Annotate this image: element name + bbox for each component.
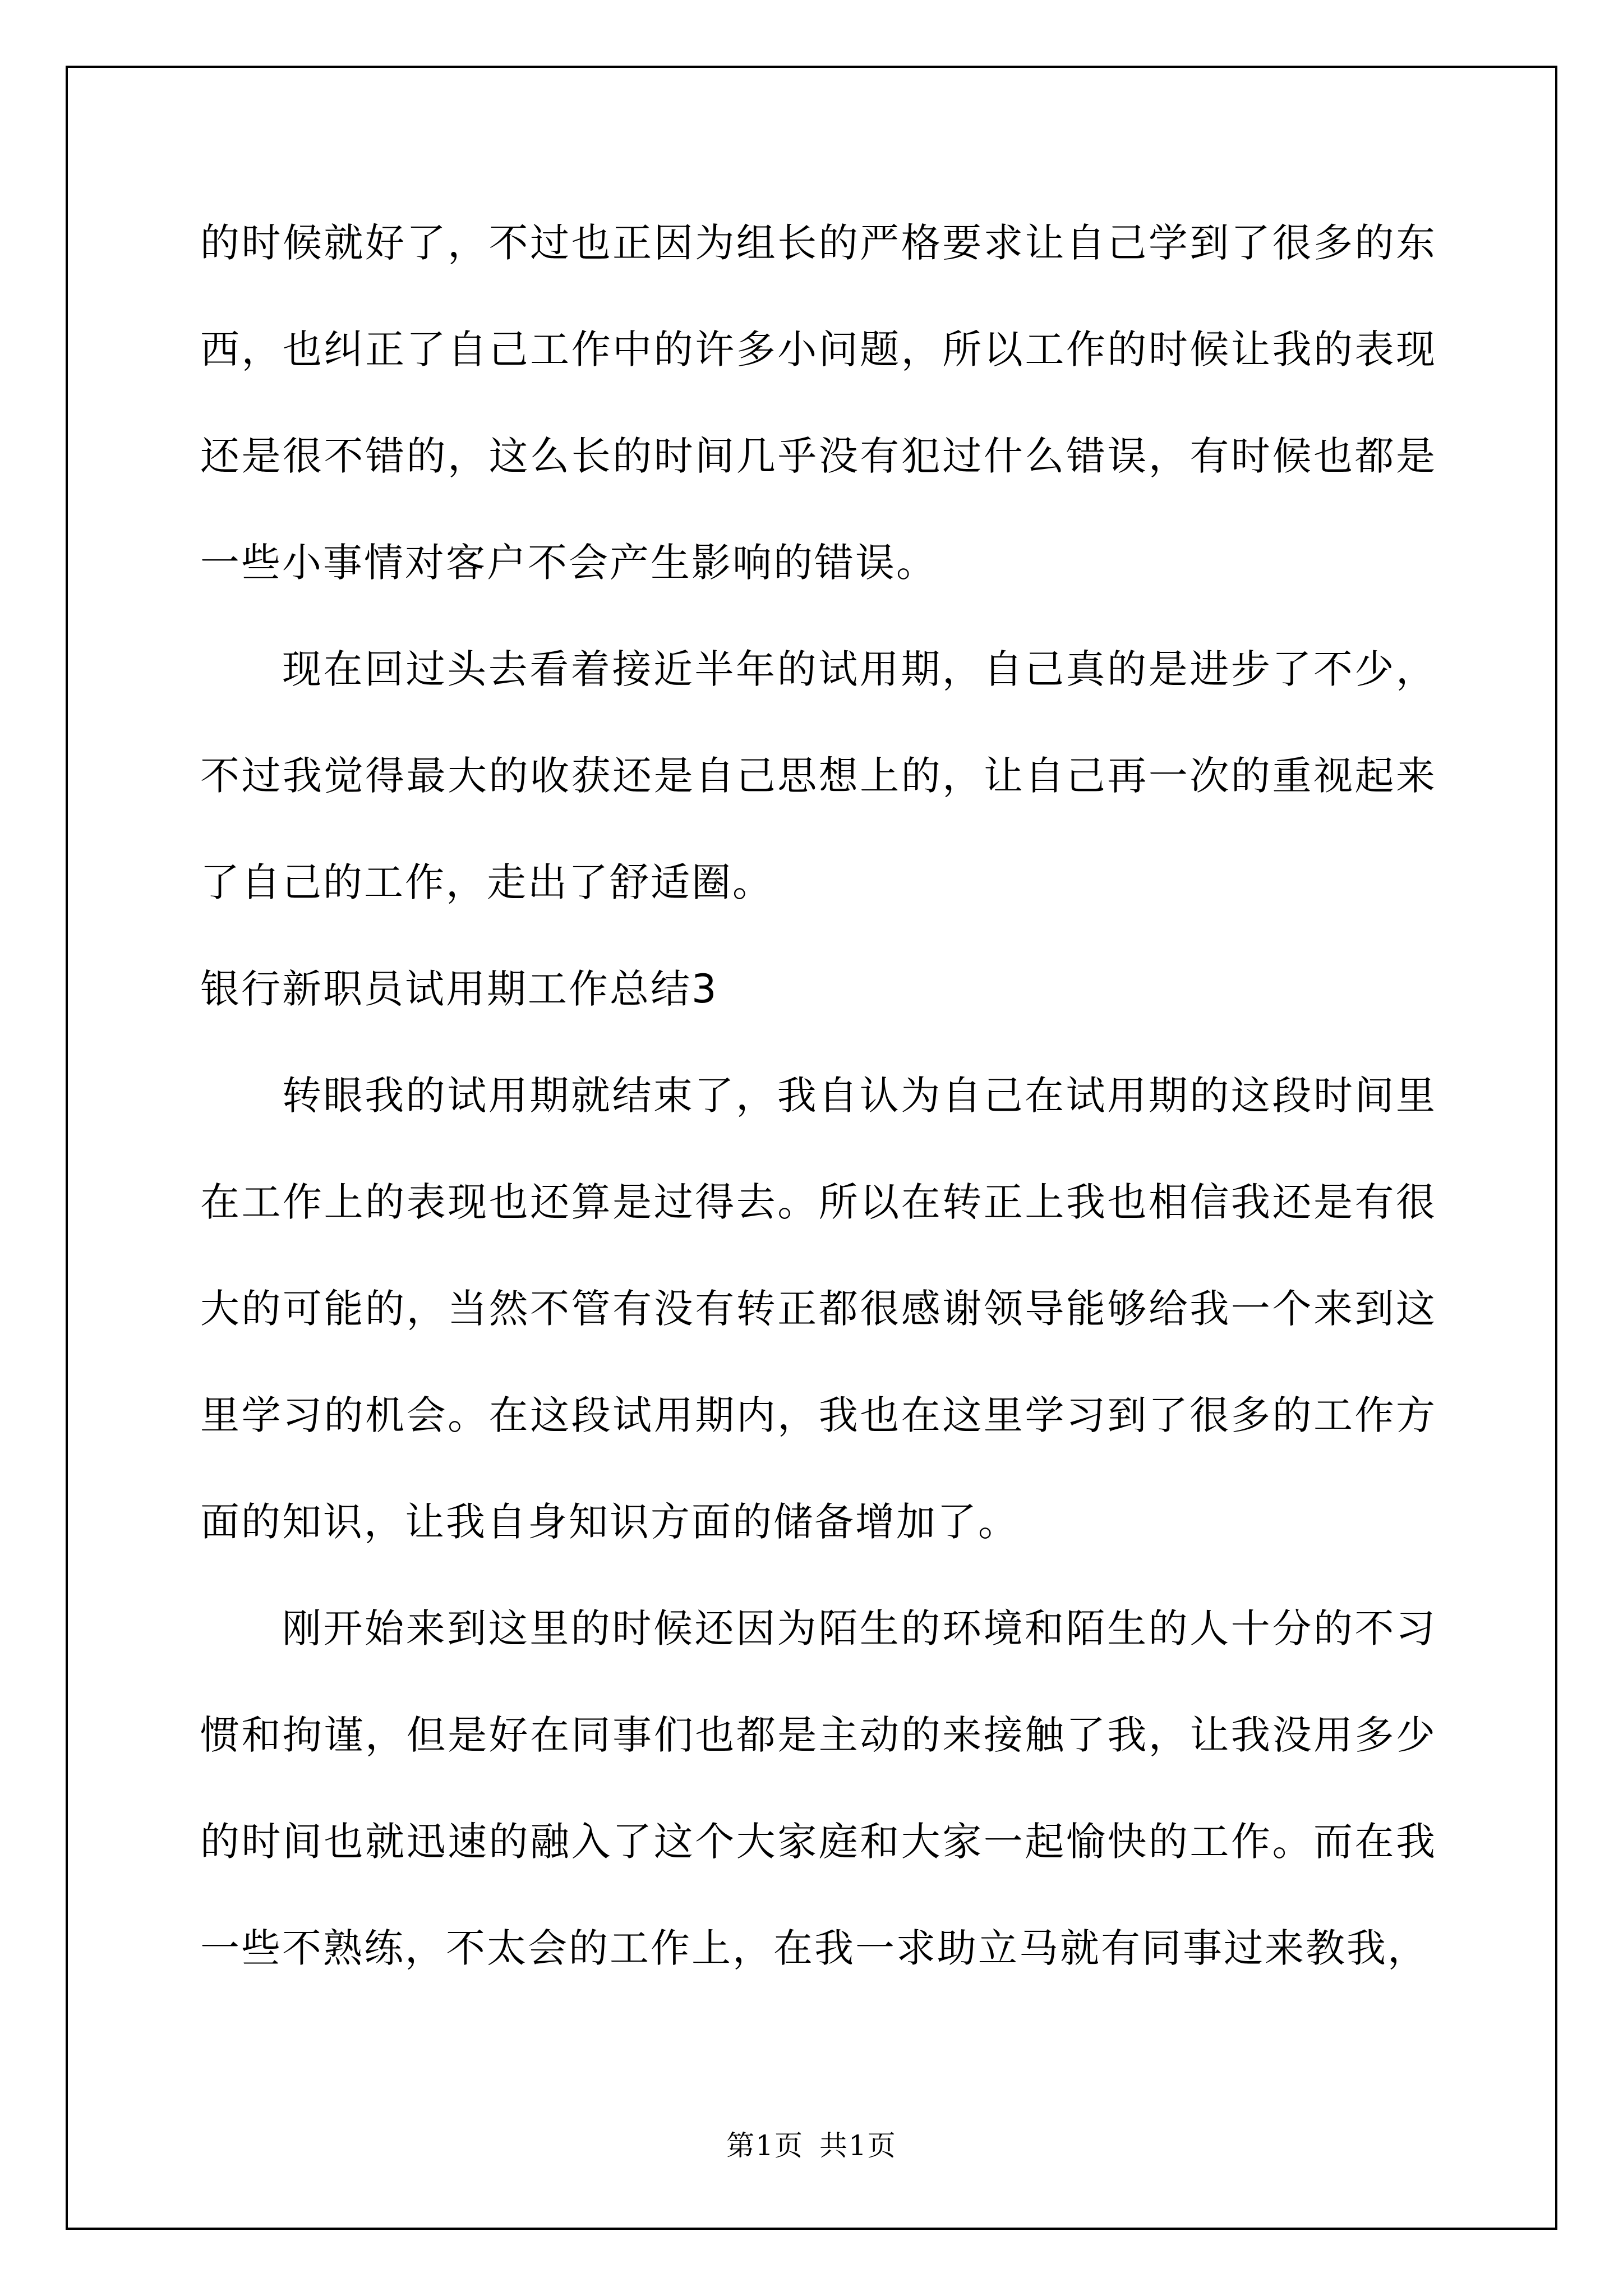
paragraph: 转眼我的试用期就结束了，我自认为自己在试用期的这段时间里在工作上的表现也还算是过得去。所以在转正上我也相信我还是有很大的可能的，当然不管有没有转正都很感谢领导能够给我一个来到这里学习的机会。在这段试用期内，我也在这里学习到了很多的工作方面的知识，让我自身知识方面的储备增加了。 [200,1073,1437,1545]
footer-page-number: 第1页 [726,2129,804,2162]
paragraph: 的时候就好了，不过也正因为组长的严格要求让自己学到了很多的东西，也纠正了自己工作中的许多小问题，所以工作的时候让我的表现还是很不错的，这么长的时间几乎没有犯过什么错误，有时候也都是一些小事情对客户不会产生影响的错误。 [200,220,1437,586]
paragraph: 现在回过头去看着接近半年的试用期，自己真的是进步了不少，不过我觉得最大的收获还是自己思想上的，让自己再一次的重视起来了自己的工作，走出了舒适圈。 [200,646,1437,905]
footer-page-total: 共1页 [819,2129,897,2162]
page-footer [66,2129,1557,2162]
paragraph: 刚开始来到这里的时候还因为陌生的环境和陌生的人十分的不习惯和拘谨，但是好在同事们也都是主动的来接触了我，让我没用多少的时间也就迅速的融入了这个大家庭和大家一起愉快的工作。而在我一些不熟练，不太会的工作上，在我一求助立马就有同事过来教我， [200,1605,1437,1971]
document-body [200,190,1437,2001]
section-heading: 银行新职员试用期工作总结3 [200,966,718,1012]
